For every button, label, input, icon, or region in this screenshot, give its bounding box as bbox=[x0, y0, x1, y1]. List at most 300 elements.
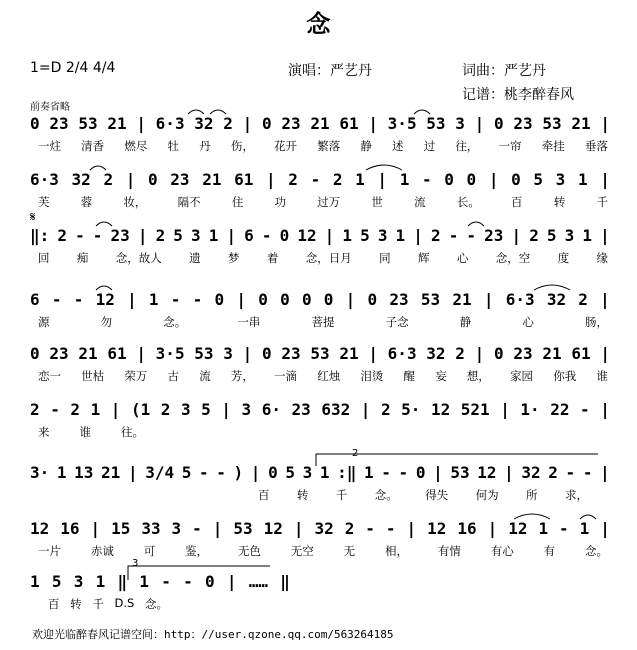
lyric-token: 牡 bbox=[167, 139, 180, 153]
note-token: | bbox=[368, 114, 378, 133]
note-token: :‖ bbox=[337, 463, 357, 482]
note-token: 3· bbox=[30, 463, 50, 482]
lyric-token: 述 bbox=[392, 139, 404, 153]
note-token: - bbox=[381, 463, 391, 482]
note-token: - bbox=[398, 463, 409, 482]
lyric-token: 长。 bbox=[456, 195, 480, 209]
note-token: | bbox=[487, 519, 498, 538]
lyric-token: 功 bbox=[274, 195, 287, 209]
note-token: 0 bbox=[262, 114, 272, 133]
note-token: 53 bbox=[233, 519, 253, 538]
lyric-token: 繁落 bbox=[317, 139, 341, 153]
note-token: 0 bbox=[30, 114, 40, 133]
note-token: 23 bbox=[49, 344, 69, 363]
note-token: | bbox=[324, 226, 335, 245]
note-token: 21 bbox=[452, 290, 472, 309]
note-token: 521 bbox=[460, 400, 490, 419]
note-token: 23 bbox=[484, 226, 504, 245]
note-token: - bbox=[466, 226, 477, 245]
segno-sign: 𝄋 bbox=[30, 210, 36, 225]
song-title: 念 bbox=[306, 10, 331, 38]
note-token: 23 bbox=[513, 114, 533, 133]
note-token: 23 bbox=[49, 114, 69, 133]
note-token: | bbox=[488, 170, 499, 189]
lyric-token: 转 bbox=[296, 488, 309, 502]
note-token: 5 bbox=[173, 226, 183, 245]
note-token: 21 bbox=[78, 344, 98, 363]
note-token: 1 bbox=[208, 226, 219, 245]
note-token: | bbox=[250, 463, 261, 482]
note-token: | bbox=[500, 400, 510, 419]
note-token: | bbox=[474, 344, 485, 363]
note-token: | bbox=[293, 519, 304, 538]
note-token: 0 bbox=[367, 290, 378, 309]
note-token: - bbox=[310, 170, 321, 189]
note-token: 0 bbox=[148, 170, 158, 189]
lyric-token: 辉 bbox=[418, 251, 430, 265]
note-token: 16 bbox=[457, 519, 477, 538]
lyric-token: 垂落 bbox=[584, 139, 608, 153]
note-token: 53 bbox=[420, 290, 441, 309]
note-token: 21 bbox=[310, 114, 330, 133]
note-token: - bbox=[51, 290, 62, 309]
note-token: 2 bbox=[529, 226, 539, 245]
note-token: 0 bbox=[214, 290, 225, 309]
lyric-token: 鉴， bbox=[185, 544, 209, 558]
note-token: 61 bbox=[107, 344, 127, 363]
note-token: 32 bbox=[194, 114, 214, 133]
slur-mark bbox=[188, 110, 204, 114]
note-token: 6 bbox=[244, 226, 254, 245]
note-token: 2 bbox=[155, 226, 166, 245]
note-token: 53 bbox=[310, 344, 330, 363]
lyric-token: 肠， bbox=[585, 315, 608, 329]
note-token: 6·3 bbox=[30, 170, 59, 189]
lyric-token: 有心 bbox=[490, 544, 514, 558]
note-token: 53 bbox=[78, 114, 98, 133]
note-token: | bbox=[413, 226, 423, 245]
note-token: (1 bbox=[130, 400, 151, 419]
note-token: 3 bbox=[377, 226, 388, 245]
note-token: 3 bbox=[191, 226, 201, 245]
note-token: 3 bbox=[241, 400, 252, 419]
note-token: 6·3 bbox=[505, 290, 535, 309]
note-token: 5 bbox=[285, 463, 295, 482]
note-token: 1 bbox=[342, 226, 353, 245]
lyric-token: 可 bbox=[143, 544, 156, 558]
lyric-token: 清香 bbox=[81, 139, 105, 153]
note-token: - bbox=[582, 463, 593, 482]
note-token: - bbox=[75, 226, 85, 245]
note-token: | bbox=[504, 463, 514, 482]
note-token: 21 bbox=[339, 344, 359, 363]
note-token: | bbox=[600, 226, 610, 245]
note-token: 2 bbox=[380, 400, 391, 419]
slur-mark bbox=[90, 166, 106, 170]
lyric-token: 回 bbox=[38, 251, 50, 265]
note-token: - bbox=[216, 463, 226, 482]
note-token: 21 bbox=[571, 114, 591, 133]
lyric-token: 念。 bbox=[374, 488, 398, 502]
note-token: | bbox=[600, 519, 610, 538]
note-token: | bbox=[90, 519, 101, 538]
note-token: 1 bbox=[577, 170, 588, 189]
note-token: 0 bbox=[280, 290, 290, 309]
note-token: 3 bbox=[455, 114, 465, 133]
note-token: 53 bbox=[450, 463, 470, 482]
note-token: | bbox=[226, 226, 237, 245]
note-token: 16 bbox=[60, 519, 80, 538]
note-token: 0 bbox=[466, 170, 477, 189]
lyric-token: 泪烫 bbox=[360, 369, 384, 383]
lyric-token: 缘 bbox=[596, 251, 608, 265]
lyric-token: 一炷 bbox=[38, 139, 61, 153]
note-token: | bbox=[377, 170, 388, 189]
note-token: 12 bbox=[477, 463, 497, 482]
lyric-token: 百 bbox=[48, 597, 60, 611]
note-token: - bbox=[448, 226, 459, 245]
note-token: 0 bbox=[205, 572, 215, 591]
note-token: 0 bbox=[415, 463, 426, 482]
note-token: - bbox=[421, 170, 432, 189]
note-token: | bbox=[125, 170, 136, 189]
lyric-token: 无色 bbox=[237, 544, 261, 558]
note-token: | bbox=[110, 400, 121, 419]
lyric-token: 得失 bbox=[425, 488, 449, 502]
note-token: 23 bbox=[389, 290, 409, 309]
lyric-token: 着 bbox=[266, 251, 279, 265]
note-token: | bbox=[600, 290, 610, 309]
note-token: 0 bbox=[258, 290, 268, 309]
lyric-token: 有 bbox=[543, 544, 556, 558]
lyric-token: 一串 bbox=[237, 315, 261, 329]
note-token: | bbox=[511, 226, 522, 245]
note-token: | bbox=[406, 519, 417, 538]
note-token: 2 bbox=[288, 170, 298, 189]
note-token: 0 bbox=[262, 344, 272, 363]
lyric-token: 百 bbox=[258, 488, 270, 502]
note-token: | bbox=[600, 463, 610, 482]
slur-mark bbox=[96, 286, 112, 290]
note-token: 0 bbox=[511, 170, 521, 189]
note-token: 6·3 bbox=[387, 344, 417, 363]
note-token: 2 bbox=[70, 400, 81, 419]
lyric-token: 赤诚 bbox=[90, 544, 114, 558]
volta-2-bracket bbox=[316, 454, 598, 466]
lyric-token: 百 bbox=[511, 195, 523, 209]
note-token: 1 bbox=[364, 463, 374, 482]
slur-mark bbox=[514, 514, 550, 519]
note-token: 2 bbox=[30, 400, 40, 419]
note-token: | bbox=[266, 170, 276, 189]
note-token: 12 bbox=[430, 400, 451, 419]
lyric-token: 念。 bbox=[145, 597, 168, 611]
lyric-token: 何为 bbox=[475, 488, 499, 502]
slur-mark bbox=[210, 110, 226, 114]
note-token: 5 bbox=[533, 170, 544, 189]
note-token: - bbox=[73, 290, 84, 309]
note-token: | bbox=[242, 114, 253, 133]
lyric-token: 过万 bbox=[317, 195, 341, 209]
slur-mark bbox=[580, 515, 596, 519]
note-token: 3 bbox=[180, 400, 191, 419]
note-token: …… bbox=[248, 572, 269, 591]
lyric-token: 过 bbox=[423, 139, 436, 153]
lyric-token: 你我 bbox=[553, 369, 577, 383]
note-token: 6·3 bbox=[155, 114, 185, 133]
note-token: 21 bbox=[202, 170, 222, 189]
lyric-token: 流 bbox=[199, 369, 211, 383]
lyric-token: 求， bbox=[564, 488, 588, 502]
note-token: 2 bbox=[455, 344, 465, 363]
key-time-signature: 1=D 2/4 4/4 bbox=[30, 60, 116, 76]
lyric-token: 千 bbox=[92, 597, 104, 611]
lyric-token: 妆， bbox=[123, 195, 147, 209]
slur-mark bbox=[414, 110, 430, 114]
note-token: 13 bbox=[74, 463, 94, 482]
lyric-token: 住 bbox=[231, 195, 244, 209]
note-token: 3·5 bbox=[155, 344, 185, 363]
note-token: 1 bbox=[56, 463, 67, 482]
note-token: 5· bbox=[401, 400, 421, 419]
lyric-token: 同 bbox=[379, 251, 391, 265]
lyric-token: 谁 bbox=[79, 425, 91, 439]
note-token: 2 bbox=[103, 170, 114, 189]
note-token: 1 bbox=[579, 519, 590, 538]
lyric-token: 一帘 bbox=[498, 139, 522, 153]
lyric-token: 心 bbox=[456, 251, 469, 265]
note-token: 1 bbox=[319, 463, 330, 482]
lyric-token: 流 bbox=[414, 195, 426, 209]
note-token: 1 bbox=[395, 226, 406, 245]
note-token: 2 bbox=[57, 226, 67, 245]
note-token: | bbox=[136, 114, 146, 133]
note-token: | bbox=[136, 344, 146, 363]
note-token: 3 bbox=[555, 170, 566, 189]
note-token: 1 bbox=[90, 400, 101, 419]
lyric-token: 心 bbox=[522, 315, 534, 329]
lyric-token: 伤， bbox=[230, 139, 254, 153]
volta-3-label: 3 bbox=[132, 558, 139, 569]
note-token: 1 bbox=[582, 226, 592, 245]
lyric-token: 念，日月 bbox=[305, 251, 352, 265]
lyric-token: 往， bbox=[455, 139, 479, 153]
note-token: | bbox=[242, 344, 253, 363]
lyric-token: 丹 bbox=[199, 139, 211, 153]
note-token: 3 bbox=[171, 519, 182, 538]
note-token: 61 bbox=[571, 344, 591, 363]
note-token: 1 bbox=[148, 290, 159, 309]
note-token: - bbox=[192, 290, 203, 309]
lyric-token: 醒 bbox=[403, 369, 416, 383]
note-token: - bbox=[170, 290, 181, 309]
note-token: - bbox=[92, 226, 103, 245]
note-token: - bbox=[365, 519, 375, 538]
slur-mark bbox=[534, 285, 570, 290]
lyric-token: 荣万 bbox=[124, 369, 148, 383]
note-token: 1 bbox=[139, 572, 150, 591]
note-token: - bbox=[565, 463, 576, 482]
note-token: 21 bbox=[542, 344, 562, 363]
slur-mark bbox=[96, 222, 112, 226]
note-token: 12 bbox=[263, 519, 283, 538]
note-token: 33 bbox=[141, 519, 161, 538]
note-token: ‖: bbox=[30, 226, 50, 245]
lyric-token: 念，空 bbox=[495, 251, 531, 265]
note-token: 21 bbox=[107, 114, 127, 133]
note-token: 12 bbox=[30, 519, 50, 538]
slur-mark bbox=[468, 222, 484, 226]
note-token: - bbox=[199, 463, 209, 482]
note-token: 32 bbox=[71, 170, 91, 189]
note-token: 3 bbox=[73, 572, 84, 591]
lyric-token: 蓉 bbox=[80, 195, 93, 209]
lyric-token: 谁 bbox=[596, 369, 608, 383]
lyric-token: 梦 bbox=[228, 251, 240, 265]
note-token: 12 bbox=[427, 519, 447, 538]
note-token: - bbox=[559, 519, 569, 538]
lyricist-composer-credit: 词曲：严艺丹 bbox=[462, 63, 546, 79]
note-token: 61 bbox=[234, 170, 254, 189]
note-token: 61 bbox=[339, 114, 359, 133]
lyric-token: 有情 bbox=[437, 544, 461, 558]
lyric-token: 芳， bbox=[230, 369, 254, 383]
lyric-token: 往。 bbox=[121, 425, 144, 439]
slur-mark bbox=[366, 165, 402, 170]
note-token: | bbox=[600, 400, 610, 419]
note-token: 0 bbox=[494, 344, 504, 363]
singer-credit: 演唱：严艺丹 bbox=[288, 63, 372, 79]
lyric-token: 一片 bbox=[38, 544, 61, 558]
lyric-token: 古 bbox=[167, 369, 180, 383]
note-token: 0 bbox=[268, 463, 278, 482]
note-token: 12 bbox=[508, 519, 528, 538]
lyric-token: 想， bbox=[466, 369, 490, 383]
note-token: 21 bbox=[101, 463, 121, 482]
lyric-token: 菩提 bbox=[311, 315, 335, 329]
note-token: 0 bbox=[444, 170, 454, 189]
note-token: 1 bbox=[95, 572, 106, 591]
note-token: 2 bbox=[548, 463, 558, 482]
note-token: 5 bbox=[181, 463, 192, 482]
lyric-token: 家园 bbox=[510, 369, 534, 383]
note-token: | bbox=[345, 290, 356, 309]
lyric-token: 妄 bbox=[435, 369, 447, 383]
lyric-token: 恋一 bbox=[38, 369, 61, 383]
note-token: 23 bbox=[513, 344, 533, 363]
lyric-token: 无空 bbox=[290, 544, 314, 558]
note-token: 23 bbox=[281, 114, 301, 133]
lyric-token: 静 bbox=[360, 139, 372, 153]
note-token: 12 bbox=[95, 290, 115, 309]
note-token: 22 bbox=[550, 400, 570, 419]
note-token: 5 bbox=[360, 226, 370, 245]
note-token: 6· bbox=[261, 400, 281, 419]
lyric-token: 念，故人 bbox=[115, 251, 162, 265]
note-token: 53 bbox=[194, 344, 214, 363]
note-token: 1· bbox=[520, 400, 540, 419]
note-token: 3 bbox=[223, 344, 233, 363]
note-token: | bbox=[226, 572, 237, 591]
note-token: 1 bbox=[399, 170, 410, 189]
lyric-token: 牵挂 bbox=[541, 139, 565, 153]
lyric-token: 痴 bbox=[76, 251, 89, 265]
lyric-token: 隔不 bbox=[177, 195, 201, 209]
note-token: 1 bbox=[30, 572, 40, 591]
note-token: 15 bbox=[111, 519, 131, 538]
note-token: | bbox=[212, 519, 223, 538]
note-token: 1 bbox=[538, 519, 549, 538]
note-token: 1 bbox=[355, 170, 365, 189]
lyric-token: 芙 bbox=[38, 195, 50, 209]
note-token: 3 bbox=[564, 226, 575, 245]
note-token: 2 bbox=[430, 226, 441, 245]
note-token: 23 bbox=[291, 400, 311, 419]
lyric-token: 勿 bbox=[100, 315, 113, 329]
note-token: - bbox=[161, 572, 171, 591]
lyric-token: 念。 bbox=[163, 315, 187, 329]
lyric-token: 静 bbox=[459, 315, 472, 329]
note-token: - bbox=[50, 400, 60, 419]
note-token: 0 bbox=[301, 290, 312, 309]
note-token: ‖ bbox=[117, 572, 128, 591]
note-token: | bbox=[483, 290, 494, 309]
note-token: 3 bbox=[302, 463, 313, 482]
lyric-token: 无 bbox=[343, 544, 356, 558]
note-token: - bbox=[261, 226, 272, 245]
note-token: 32 bbox=[426, 344, 446, 363]
note-token: | bbox=[600, 344, 610, 363]
note-token: ‖ bbox=[280, 572, 290, 591]
volta-3-bracket bbox=[128, 566, 270, 580]
intro-note: 前奏省略 bbox=[30, 102, 70, 113]
lyric-token: 千 bbox=[335, 488, 348, 502]
lyric-token: 转 bbox=[553, 195, 566, 209]
note-token: - bbox=[192, 519, 202, 538]
note-token: 5 bbox=[546, 226, 557, 245]
transcriber-credit: 记谱：桃李醉春风 bbox=[462, 87, 574, 103]
note-token: 6 bbox=[30, 290, 40, 309]
lyric-token: 遗 bbox=[189, 251, 201, 265]
note-token: 12 bbox=[297, 226, 317, 245]
lyric-token: 燃尽 bbox=[124, 139, 148, 153]
note-token: | bbox=[236, 290, 246, 309]
note-token: 0 bbox=[494, 114, 504, 133]
note-token: 2 bbox=[160, 400, 171, 419]
lyric-token: 世 bbox=[371, 195, 383, 209]
lyric-token: 红烛 bbox=[317, 369, 341, 383]
lyric-token: 来 bbox=[38, 425, 50, 439]
note-token: 2 bbox=[223, 114, 233, 133]
footer-credit: 欢迎光临醉春风记谱空间：http：//user.qzone.qq.com/563264185 bbox=[32, 628, 394, 641]
note-token: 0 bbox=[30, 344, 40, 363]
note-token: | bbox=[360, 400, 371, 419]
lyric-token: 千 bbox=[596, 195, 608, 209]
note-token: 2 bbox=[344, 519, 355, 538]
note-token: | bbox=[474, 114, 485, 133]
lyric-token: 相， bbox=[385, 544, 409, 558]
lyric-token: 花开 bbox=[274, 139, 298, 153]
note-token: | bbox=[127, 463, 138, 482]
lyric-token: 子念 bbox=[385, 315, 409, 329]
note-token: 23 bbox=[170, 170, 190, 189]
note-token: 0 bbox=[279, 226, 290, 245]
note-token: 32 bbox=[521, 463, 541, 482]
note-token: | bbox=[221, 400, 231, 419]
note-token: 23 bbox=[110, 226, 130, 245]
note-token: 2 bbox=[578, 290, 588, 309]
lyric-token: 一滴 bbox=[274, 369, 298, 383]
